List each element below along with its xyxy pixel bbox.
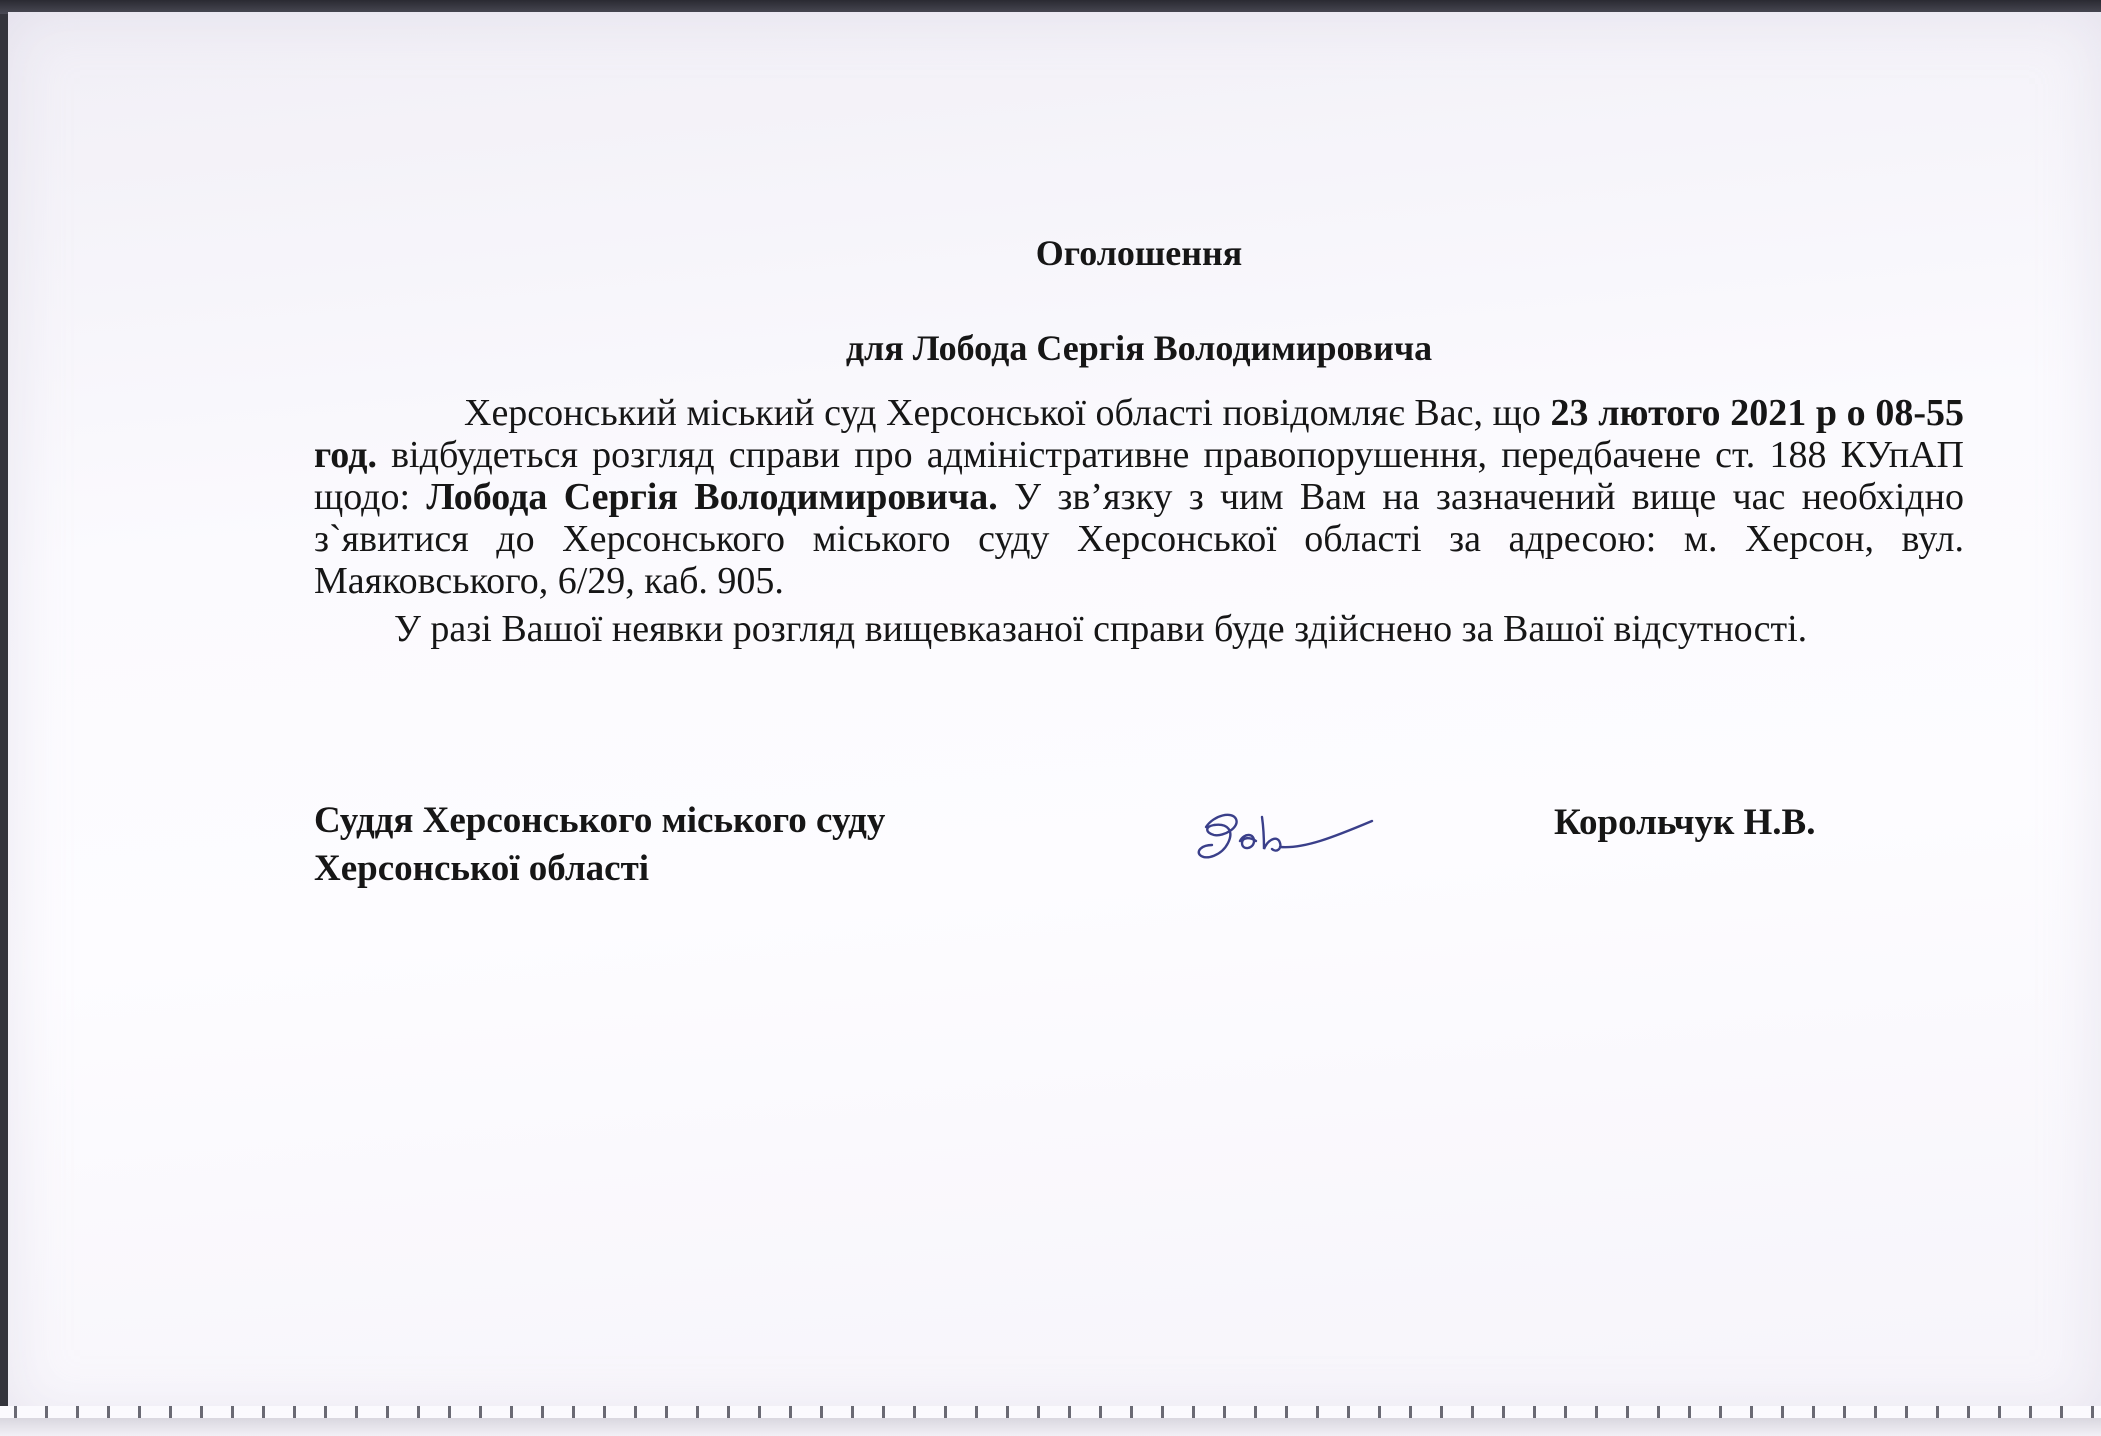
defendant-name: Лобода Сергія Володимировича.	[426, 476, 998, 518]
absence-paragraph: У разі Вашої неявки розгляд вищевказаної справи буде здійснено за Вашої відсутності.	[394, 608, 1808, 650]
document-subtitle: для Лобода Сергія Володимировича	[845, 328, 1433, 368]
hearing-date: 23 лютого 2021 р о 08-55 год.	[314, 392, 1964, 476]
judge-name: Корольчук Н.В.	[1554, 802, 1816, 843]
judge-title	[314, 797, 994, 893]
notice-text-part2: відбудеться розгляд справи про адміністративне правопорушення, передбачене ст. 188 КУпАП щодо:	[314, 434, 1964, 518]
document-body	[314, 392, 1964, 650]
paper-bottom-shadow	[0, 1418, 2101, 1436]
paper-bottom-edge	[0, 1406, 2101, 1436]
paper-sheet	[8, 12, 2101, 1422]
signature-block	[314, 797, 1964, 897]
judge-title-line2: Херсонської області	[314, 848, 650, 889]
document-title: Оголошення	[1035, 233, 1243, 273]
notice-paragraph	[314, 392, 1964, 602]
notice-text-part1: Херсонський міський суд Херсонської області повідомляє Вас, що	[464, 392, 1551, 434]
notice-text-part3: У зв’язку з чим Вам на зазначений вище час необхідно з`явитися до Херсонського міського суду Херсонської області за адресою: м. Херсон, вул. Маяковського, 6/29, каб. 905.	[314, 476, 1965, 602]
handwritten-signature-icon	[1184, 797, 1384, 887]
judge-title-line1: Суддя Херсонського міського суду	[314, 800, 886, 841]
